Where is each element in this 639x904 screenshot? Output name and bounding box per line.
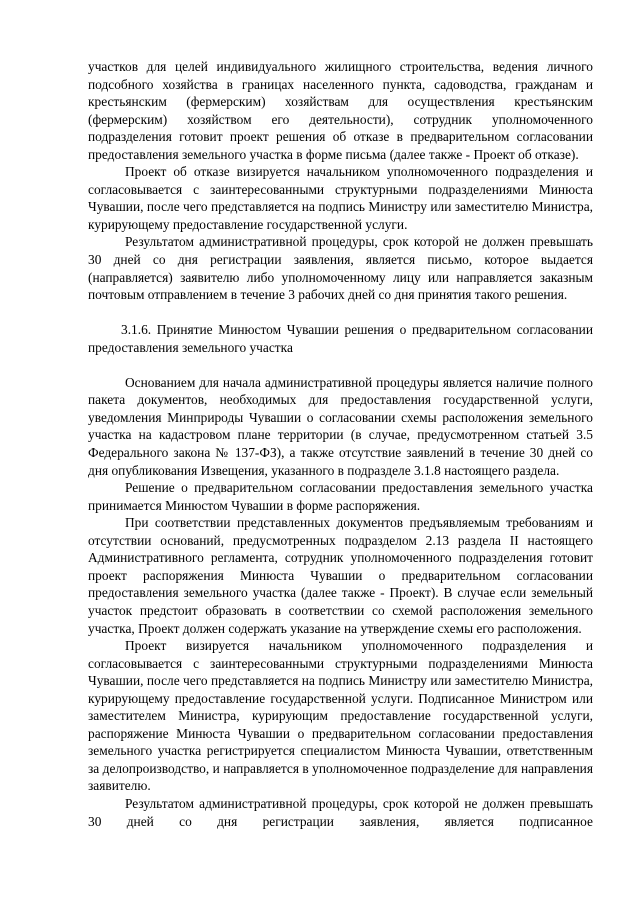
section-heading: 3.1.6. Принятие Минюстом Чувашии решения о предварительном согласовании предоставления земельного участка bbox=[88, 322, 593, 355]
paragraph-5: Решение о предварительном согласовании предоставления земельного участка принимается Минюстом Чувашии в форме распоряжения. bbox=[88, 480, 593, 513]
spacer bbox=[88, 356, 593, 374]
paragraph-6: При соответствии представленных документов предъявляемым требованиям и отсутствии оснований, предусмотренных подразделом 2.13 раздела II настоящего Административного регламента, сотрудник уполномоченного подразделения готовит проект распоряжения Минюста Чувашии о предварительном согласовании предоставления земельного участка (далее также - Проект). В случае если земельный участок предстоит образовать в соответствии со схемой расположения земельного участка, Проект должен содержать указание на утверждение схемы его расположения. bbox=[88, 515, 593, 636]
spacer bbox=[88, 304, 593, 322]
paragraph-7: Проект визируется начальником уполномоченного подразделения и согласовывается с заинтересованными структурными подразделениями Минюста Чувашии, после чего представляется на подпись Министру или заместителю Министра, курирующему предоставление государственной услуги. Подписанное Министром или заместителем Министра, курирующим предоставление государственной услуги, распоряжение Минюста Чувашии о предварительном согласовании предоставления земельного участка регистрируется специалистом Минюста Чувашии, ответственным за делопроизводство, и направляется в уполномоченное подразделение для направления заявителю. bbox=[88, 638, 593, 794]
paragraph-8: Результатом административной процедуры, срок которой не должен превышать 30 дней со дня регистрации заявления, является подписанное bbox=[88, 795, 593, 829]
paragraph-2: Проект об отказе визируется начальником уполномоченного подразделения и согласовывается с заинтересованными структурными подразделениями Минюста Чувашии, после чего представляется на подпись Министру или заместителю Министра, курирующему предоставление государственной услуги. bbox=[88, 164, 593, 232]
paragraph-4: Основанием для начала административной процедуры является наличие полного пакета документов, необходимых для предоставления государственной услуги, уведомления Минприроды Чувашии о согласовании схемы расположения земельного участка на кадастровом плане территории (в случае, предусмотренном статьей 3.5 Федерального закона № 137-ФЗ), а также отсутствие заявлений в течение 30 дней со дня опубликования Извещения, указанного в подразделе 3.1.8 настоящего раздела. bbox=[88, 374, 593, 478]
paragraph-3: Результатом административной процедуры, срок которой не должен превышать 30 дней со дня регистрации заявления, является письмо, которое выдается (направляется) заявителю либо уполномоченному лицу или направляется заказным почтовым отправлением в течение 3 рабочих дней со дня принятия такого решения. bbox=[88, 234, 593, 303]
paragraph-1: участков для целей индивидуального жилищного строительства, ведения личного подсобного хозяйства в границах населенного пункта, садоводства, гражданам и крестьянским (фермерским) хозяйствам для осуществления крестьянским (фермерским) хозяйством его деятельности), сотрудник уполномоченного подразделения готовит проект решения об отказе в предварительном согласовании предоставления земельного участка в форме письма (далее также - Проект об отказе). bbox=[88, 59, 593, 162]
